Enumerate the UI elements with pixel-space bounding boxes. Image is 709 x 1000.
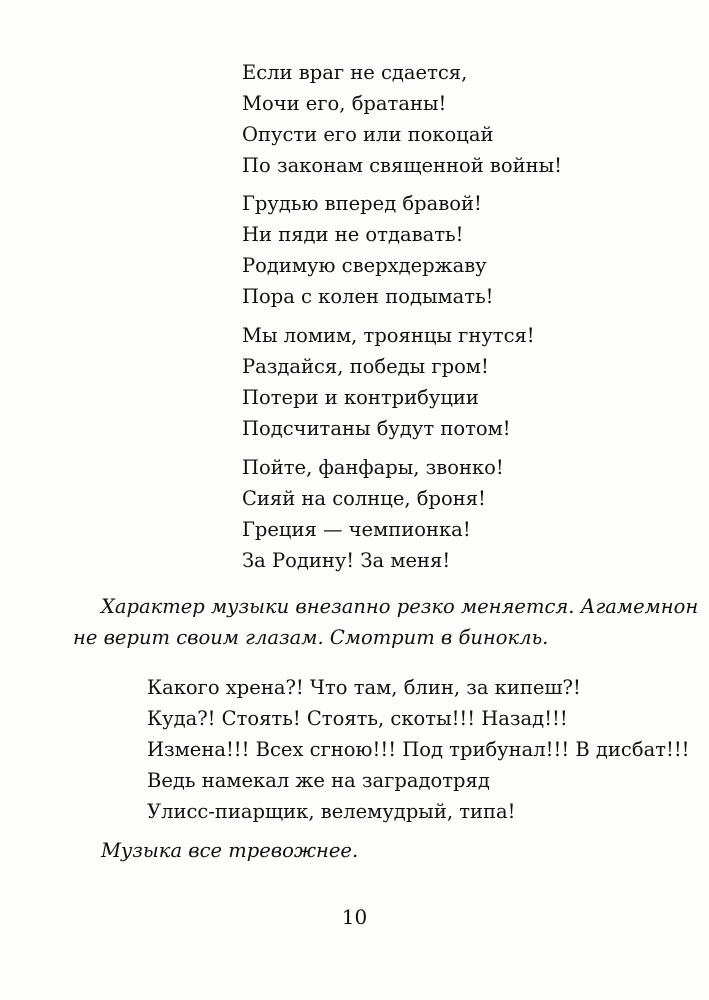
stage-direction-line: не верит своим глазам. Смотрит в бинокль. bbox=[73, 626, 549, 649]
verse-line: Пора с колен подымать! bbox=[242, 285, 494, 308]
verse-line: Сияй на солнце, броня! bbox=[242, 487, 486, 510]
verse-line: Если враг не сдается, bbox=[242, 61, 468, 84]
stanza-4 bbox=[242, 452, 504, 576]
stanza-2 bbox=[242, 188, 494, 312]
verse-line: По законам священной войны! bbox=[242, 154, 562, 177]
verse-line: Грудью вперед бравой! bbox=[242, 192, 482, 215]
speech-line: Улисс-пиарщик, велемудрый, типа! bbox=[147, 800, 516, 823]
stanza-3 bbox=[242, 320, 535, 444]
verse-line: За Родину! За меня! bbox=[242, 549, 451, 572]
verse-line: Греция — чемпионка! bbox=[242, 518, 471, 541]
speech-line: Какого хрена?! Что там, блин, за кипеш?! bbox=[147, 676, 581, 699]
verse-line: Мы ломим, троянцы гнутся! bbox=[242, 324, 535, 347]
page-number: 10 bbox=[341, 905, 368, 929]
verse-line: Раздайся, победы гром! bbox=[242, 355, 489, 378]
verse-line: Пойте, фанфары, звонко! bbox=[242, 456, 504, 479]
speech-line: Измена!!! Всех сгною!!! Под трибунал!!! В дисбат!!! bbox=[147, 738, 690, 761]
verse-line: Родимую сверхдержаву bbox=[242, 254, 487, 277]
stanza-1 bbox=[242, 57, 562, 181]
verse-line: Опусти его или покоцай bbox=[242, 123, 494, 146]
stage-direction-music-anxious: Музыка все тревожнее. bbox=[101, 839, 359, 862]
verse-line: Ни пяди не отдавать! bbox=[242, 223, 464, 246]
agamemnon-speech bbox=[147, 672, 690, 827]
stage-direction-line: Характер музыки внезапно резко меняется. Агамемнон bbox=[101, 595, 699, 618]
speech-line: Ведь намекал же на заградотряд bbox=[147, 769, 490, 792]
speech-line: Куда?! Стоять! Стоять, скоты!!! Назад!!! bbox=[147, 707, 568, 730]
verse-line: Мочи его, братаны! bbox=[242, 92, 447, 115]
stage-direction-music-change bbox=[73, 591, 699, 653]
verse-line: Подсчитаны будут потом! bbox=[242, 417, 511, 440]
verse-line: Потери и контрибуции bbox=[242, 386, 479, 409]
